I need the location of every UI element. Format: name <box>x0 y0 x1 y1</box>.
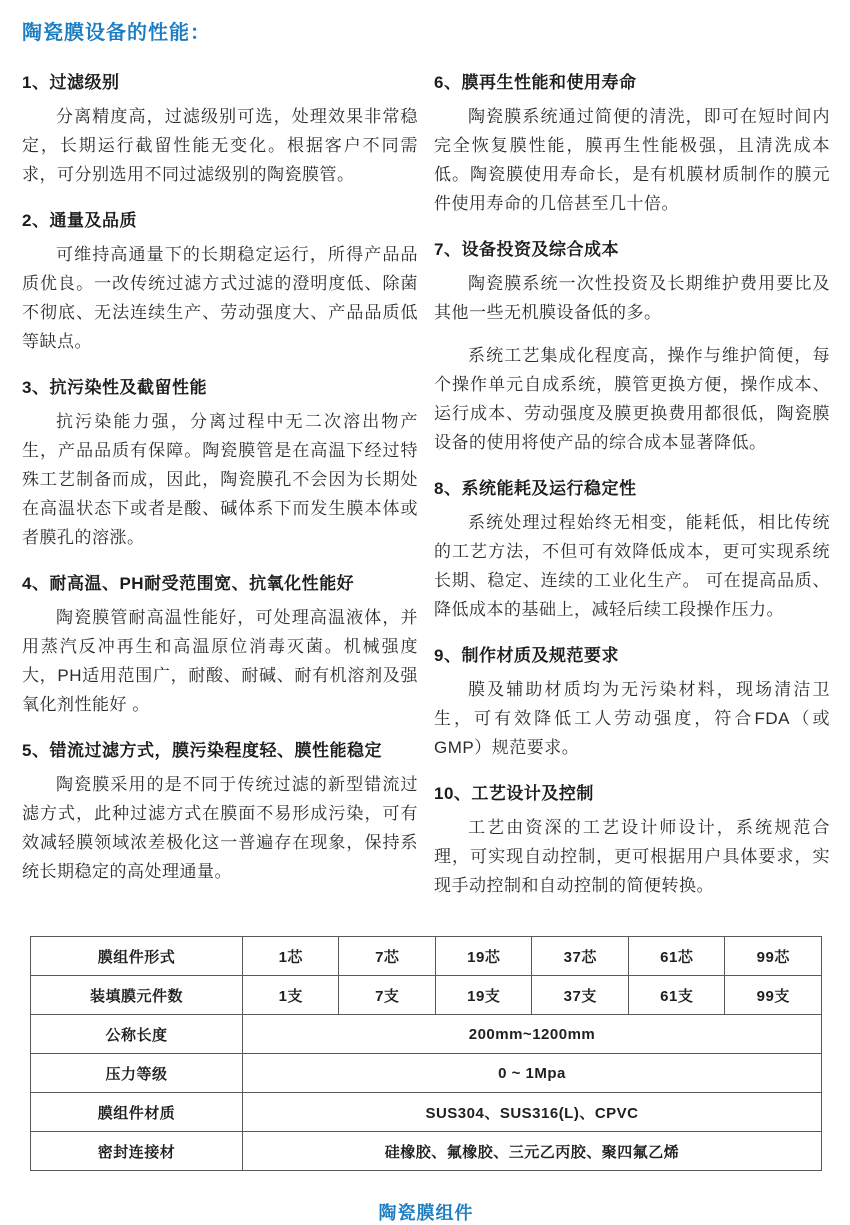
table-row-module-material <box>31 1093 822 1132</box>
section-heading: 6、膜再生性能和使用寿命 <box>434 73 637 92</box>
table-value-cell: 7芯 <box>339 937 436 976</box>
table-value-cell: 37芯 <box>532 937 629 976</box>
table-value-cell: 7支 <box>339 976 436 1015</box>
table-row-pressure-rating <box>31 1054 822 1093</box>
section-heading: 3、抗污染性及截留性能 <box>22 378 207 397</box>
section-6 <box>434 68 830 218</box>
right-column <box>434 51 830 914</box>
section-4 <box>22 569 418 719</box>
table-merged-cell: 硅橡胶、氟橡胶、三元乙丙胶、聚四氟乙烯 <box>242 1132 821 1171</box>
section-paragraph: 陶瓷膜管耐高温性能好，可处理高温液体，并用蒸汽反冲再生和高温原位消毒灭菌。机械强度大，PH适用范围广，耐酸、耐碱、耐有机溶剂及强氧化剂性能好 。 <box>22 608 418 714</box>
section-paragraph: 陶瓷膜采用的是不同于传统过滤的新型错流过滤方式，此种过滤方式在膜面不易形成污染，可有效减轻膜领域浓差极化这一普遍存在现象，保持系统长期稳定的高处理通量。 <box>22 775 418 881</box>
section-1 <box>22 68 418 189</box>
section-9 <box>434 641 830 762</box>
section-paragraph: 抗污染能力强，分离过程中无二次溶出物产生，产品品质有保障。陶瓷膜管是在高温下经过特殊工艺制备而成，因此，陶瓷膜孔不会因为长期处在高温状态下或者是酸、碱体系下而发生膜本体或者膜孔的溶涨。 <box>22 412 418 547</box>
section-8 <box>434 474 830 624</box>
table-value-cell: 37支 <box>532 976 629 1015</box>
section-5 <box>22 736 418 886</box>
left-column <box>22 51 418 914</box>
section-paragraph: 工艺由资深的工艺设计师设计，系统规范合理，可实现自动控制，更可根据用户具体要求，实现手动控制和自动控制的简便转换。 <box>434 818 830 895</box>
table-row-seal-material <box>31 1132 822 1171</box>
section-paragraph: 膜及辅助材质均为无污染材料，现场清洁卫生，可有效降低工人劳动强度，符合FDA（或GMP）规范要求。 <box>434 680 830 757</box>
section-paragraph: 陶瓷膜系统通过简便的清洗，即可在短时间内完全恢复膜性能，膜再生性能极强，且清洗成本低。陶瓷膜使用寿命长，是有机膜材质制作的膜元件使用寿命的几倍甚至几十倍。 <box>434 107 830 213</box>
two-column-layout <box>22 51 830 914</box>
section-7 <box>434 235 830 457</box>
table-value-cell: 19支 <box>435 976 532 1015</box>
section-heading: 10、工艺设计及控制 <box>434 784 594 803</box>
section-3 <box>22 373 418 552</box>
section-heading: 2、通量及品质 <box>22 211 137 230</box>
spec-table <box>30 936 822 1171</box>
section-heading: 4、耐高温、PH耐受范围宽、抗氧化性能好 <box>22 574 355 593</box>
table-value-cell: 19芯 <box>435 937 532 976</box>
table-value-cell: 1芯 <box>242 937 339 976</box>
table-merged-cell: 0 ~ 1Mpa <box>242 1054 821 1093</box>
section-heading: 8、系统能耗及运行稳定性 <box>434 479 637 498</box>
table-row-element-count <box>31 976 822 1015</box>
table-row-module-form <box>31 937 822 976</box>
section-paragraph: 分离精度高，过滤级别可选，处理效果非常稳定，长期运行截留性能无变化。根据客户不同需求，可分别选用不同过滤级别的陶瓷膜管。 <box>22 107 418 184</box>
table-merged-cell: 200mm~1200mm <box>242 1015 821 1054</box>
table-value-cell: 1支 <box>242 976 339 1015</box>
table-label-cell: 压力等级 <box>31 1054 243 1093</box>
section-2 <box>22 206 418 356</box>
section-paragraph: 可维持高通量下的长期稳定运行，所得产品品质优良。一改传统过滤方式过滤的澄明度低、除菌不彻底、无法连续生产、劳动强度大、产品品质低等缺点。 <box>22 245 418 351</box>
table-value-cell: 61芯 <box>628 937 725 976</box>
table-label-cell: 装填膜元件数 <box>31 976 243 1015</box>
table-label-cell: 膜组件材质 <box>31 1093 243 1132</box>
footer-caption: 陶瓷膜组件 <box>378 1203 474 1223</box>
section-paragraph: 陶瓷膜系统一次性投资及长期维护费用要比及其他一些无机膜设备低的多。 <box>434 274 830 322</box>
table-row-nominal-length <box>31 1015 822 1054</box>
table-label-cell: 密封连接材 <box>31 1132 243 1171</box>
section-paragraph: 系统工艺集成化程度高，操作与维护简便，每个操作单元自成系统，膜管更换方便，操作成本、运行成本、劳动强度及膜更换费用都很低，陶瓷膜设备的使用将使产品的综合成本显著降低。 <box>434 346 830 452</box>
section-10 <box>434 779 830 900</box>
table-value-cell: 99芯 <box>725 937 822 976</box>
section-heading: 1、过滤级别 <box>22 73 120 92</box>
table-value-cell: 61支 <box>628 976 725 1015</box>
section-heading: 9、制作材质及规范要求 <box>434 646 619 665</box>
page-title: 陶瓷膜设备的性能： <box>22 22 211 44</box>
table-label-cell: 公称长度 <box>31 1015 243 1054</box>
table-merged-cell: SUS304、SUS316(L)、CPVC <box>242 1093 821 1132</box>
section-paragraph: 系统处理过程始终无相变，能耗低，相比传统的工艺方法，不但可有效降低成本，更可实现系统长期、稳定、连续的工业化生产。 可在提高品质、降低成本的基础上，减轻后续工段操作压力。 <box>434 513 830 619</box>
section-heading: 7、设备投资及综合成本 <box>434 240 619 259</box>
table-value-cell: 99支 <box>725 976 822 1015</box>
table-label-cell: 膜组件形式 <box>31 937 243 976</box>
section-heading: 5、错流过滤方式，膜污染程度轻、膜性能稳定 <box>22 741 382 760</box>
